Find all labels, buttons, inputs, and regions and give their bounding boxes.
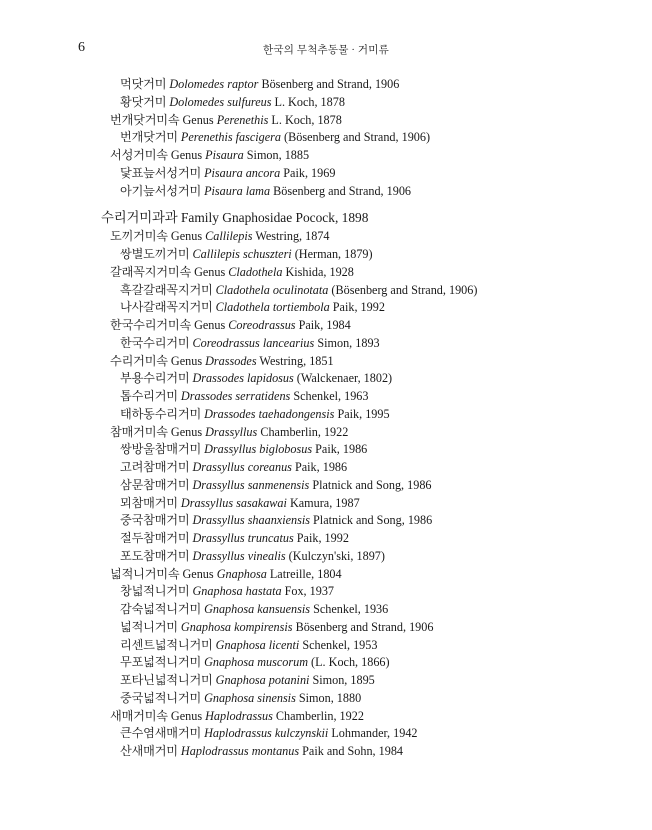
korean-name: 참매거미속	[110, 424, 168, 439]
korean-name: 톱수리거미	[120, 389, 178, 403]
genus-label: Genus	[170, 424, 203, 439]
scientific-name: Drassyllus vinealis	[192, 548, 286, 563]
authority: Paik, 1986	[294, 460, 348, 474]
authority: Bösenberg and Strand, 1906	[273, 183, 412, 198]
authority: (Herman, 1879)	[294, 247, 373, 261]
scientific-name: Gnaphosa kansuensis	[204, 602, 311, 616]
species-entry	[0, 388, 652, 406]
scientific-name: Gnaphosa kompirensis	[180, 619, 293, 634]
species-entry	[0, 743, 652, 761]
scientific-name: Drassodes serratidens	[180, 389, 291, 403]
korean-name: 수리거미속	[110, 353, 168, 368]
authority: Latreille, 1804	[269, 566, 342, 581]
scientific-name: Drassodes taehadongensis	[204, 406, 335, 421]
korean-name: 태하동수리거미	[120, 406, 202, 421]
scientific-name: Pisaura	[205, 148, 244, 162]
scientific-name: Haplodrassus montanus	[180, 744, 300, 758]
korean-name: 먹닷거미	[120, 77, 167, 91]
genus-entry	[0, 112, 652, 130]
korean-name: 넓적니거미속	[110, 566, 180, 581]
species-entry	[0, 459, 652, 477]
scientific-name: Gnaphosa muscorum	[204, 655, 308, 670]
page-number: 6	[78, 40, 85, 55]
scientific-name: Drassyllus sanmenensis	[192, 477, 310, 492]
species-entry	[0, 619, 652, 637]
korean-name: 한국수리거미	[120, 335, 190, 350]
korean-name: 감숙넓적니거미	[120, 602, 202, 616]
running-header: 한국의 무척추동물 · 거미류	[263, 45, 389, 56]
genus-entry	[0, 566, 652, 584]
korean-name: 황닷거미	[120, 94, 167, 109]
genus-label: Genus	[170, 708, 203, 723]
genus-entry	[0, 228, 652, 246]
authority: Westring, 1874	[255, 229, 330, 244]
species-entry	[0, 76, 652, 94]
scientific-name: Gnaphosa	[216, 566, 267, 581]
genus-label: Genus	[194, 264, 226, 279]
authority: Schenkel, 1936	[313, 602, 389, 616]
species-entry	[0, 299, 652, 317]
scientific-name: Haplodrassus kulczynskii	[204, 726, 329, 741]
authority: Lohmander, 1942	[331, 726, 418, 741]
species-entry	[0, 282, 652, 300]
scientific-name: Drassodes lapidosus	[192, 371, 294, 386]
species-entry	[0, 583, 652, 601]
korean-name: 리센트넓적니거미	[120, 637, 213, 652]
korean-name: 뫼참매거미	[120, 495, 178, 510]
genus-entry	[0, 317, 652, 335]
species-entry	[0, 637, 652, 655]
family-label: Family Gnaphosidae Pocock, 1898	[180, 210, 369, 226]
taxon-list	[0, 76, 652, 761]
korean-name: 절두참매거미	[120, 531, 190, 545]
scientific-name: Drassyllus coreanus	[192, 460, 292, 474]
authority: Chamberlin, 1922	[260, 424, 349, 439]
scientific-name: Drassyllus shaanxiensis	[192, 513, 310, 528]
scientific-name: Cladothela	[228, 264, 283, 279]
genus-entry	[0, 708, 652, 726]
korean-name: 아기늪서성거미	[120, 183, 202, 198]
korean-name: 넓적니거미	[120, 619, 178, 634]
authority: Schenkel, 1953	[302, 637, 378, 652]
authority: (Bösenberg and Strand, 1906)	[331, 282, 478, 297]
authority: Fox, 1937	[284, 584, 335, 599]
authority: Bösenberg and Strand, 1906	[295, 619, 434, 634]
species-entry	[0, 512, 652, 530]
korean-name: 포도참매거미	[120, 548, 190, 563]
genus-label: Genus	[170, 353, 203, 368]
species-entry	[0, 725, 652, 743]
authority: Paik, 1984	[298, 318, 351, 332]
authority: Paik, 1986	[315, 442, 368, 457]
authority: Westring, 1851	[259, 353, 334, 368]
korean-name: 흑갈갈래꼭지거미	[120, 282, 213, 297]
species-entry	[0, 601, 652, 619]
authority: Simon, 1885	[246, 148, 310, 162]
authority: (Kulczyn'ski, 1897)	[288, 548, 385, 563]
genus-label: Genus	[170, 148, 203, 162]
scientific-name: Gnaphosa sinensis	[204, 690, 296, 705]
korean-name: 산새매거미	[120, 744, 178, 758]
korean-name: 삼문참매거미	[120, 477, 190, 492]
authority: Simon, 1880	[298, 690, 362, 705]
korean-name: 큰수염새매거미	[120, 726, 202, 741]
family-heading: 수리거미과과 Family Gnaphosidae Pocock, 1898	[101, 210, 369, 226]
korean-name: 나사갈래꼭지거미	[120, 300, 213, 315]
species-entry	[0, 335, 652, 353]
authority: Bösenberg and Strand, 1906	[261, 77, 400, 91]
authority: Paik, 1992	[296, 531, 349, 545]
korean-name: 갈래꼭지거미속	[110, 264, 192, 279]
scientific-name: Cladothela oculinotata	[215, 282, 329, 297]
authority: Paik, 1992	[332, 300, 385, 315]
scientific-name: Gnaphosa hastata	[192, 584, 282, 599]
species-entry	[0, 441, 652, 459]
species-entry	[0, 94, 652, 112]
scientific-name: Drassyllus truncatus	[192, 531, 294, 545]
species-entry	[0, 129, 652, 147]
korean-name: 번개닷거미속	[110, 112, 180, 127]
genus-entry	[0, 353, 652, 371]
genus-entry	[0, 147, 652, 165]
scientific-name: Perenethis	[216, 112, 269, 127]
authority: Kamura, 1987	[289, 495, 360, 510]
authority: Simon, 1895	[312, 673, 375, 687]
korean-name: 포타닌넓적니거미	[120, 673, 213, 687]
korean-name: 중국넓적니거미	[120, 690, 202, 705]
scientific-name: Dolomedes raptor	[169, 77, 259, 91]
genus-label: Genus	[182, 566, 214, 581]
korean-name: 도끼거미속	[110, 229, 168, 244]
species-entry	[0, 165, 652, 183]
authority: Paik and Sohn, 1984	[302, 744, 404, 758]
scientific-name: Coreodrassus lancearius	[192, 335, 315, 350]
genus-label: Genus	[170, 229, 203, 244]
korean-name: 수리거미과	[101, 210, 165, 226]
authority: Platnick and Song, 1986	[313, 513, 433, 528]
authority: Paik, 1969	[283, 165, 336, 180]
species-entry	[0, 183, 652, 201]
species-entry	[0, 672, 652, 690]
genus-label: Genus	[194, 318, 226, 332]
scientific-name: Drassyllus sasakawai	[180, 495, 287, 510]
scientific-name: Pisaura ancora	[204, 165, 281, 180]
scientific-name: Drassodes	[205, 353, 257, 368]
authority: Simon, 1893	[317, 335, 380, 350]
korean-name: 무포넓적니거미	[120, 655, 202, 670]
species-entry	[0, 477, 652, 495]
scientific-name: Drassyllus biglobosus	[204, 442, 313, 457]
korean-name: 부용수리거미	[120, 371, 190, 386]
korean-name: 번개닷거미	[120, 130, 178, 145]
authority: (Walckenaer, 1802)	[296, 371, 393, 386]
korean-name: 닻표늪서성거미	[120, 165, 202, 180]
authority: (L. Koch, 1866)	[311, 655, 390, 670]
scientific-name: Perenethis fascigera	[180, 130, 281, 145]
genus-entry	[0, 264, 652, 282]
species-entry	[0, 654, 652, 672]
authority: L. Koch, 1878	[274, 94, 345, 109]
authority: Kishida, 1928	[285, 264, 354, 279]
scientific-name: Callilepis schuszteri	[192, 247, 292, 261]
authority: Platnick and Song, 1986	[312, 477, 432, 492]
korean-name: 서성거미속	[110, 148, 168, 162]
species-entry	[0, 246, 652, 264]
scientific-name: Dolomedes sulfureus	[169, 94, 272, 109]
species-entry	[0, 548, 652, 566]
scientific-name: Gnaphosa licenti	[215, 637, 300, 652]
species-entry	[0, 530, 652, 548]
korean-name: 쌍별도끼거미	[120, 247, 190, 261]
species-entry	[0, 495, 652, 513]
species-entry	[0, 690, 652, 708]
scientific-name: Haplodrassus	[205, 708, 273, 723]
korean-name: 새매거미속	[110, 708, 168, 723]
scientific-name: Gnaphosa potanini	[215, 673, 310, 687]
species-entry	[0, 370, 652, 388]
authority: Paik, 1995	[337, 406, 390, 421]
scientific-name: Pisaura lama	[204, 183, 271, 198]
authority: Chamberlin, 1922	[275, 708, 364, 723]
korean-name: 쌍방울참매거미	[120, 442, 202, 457]
scientific-name: Callilepis	[205, 229, 253, 244]
korean-name: 고려참매거미	[120, 460, 190, 474]
genus-entry	[0, 424, 652, 442]
species-entry	[0, 406, 652, 424]
scientific-name: Drassyllus	[205, 424, 258, 439]
genus-label: Genus	[182, 112, 214, 127]
authority: (Bösenberg and Strand, 1906)	[284, 130, 431, 145]
scientific-name: Cladothela tortiembola	[215, 300, 330, 315]
korean-name: 중국참매거미	[120, 513, 190, 528]
korean-name: 창넓적니거미	[120, 584, 190, 599]
authority: L. Koch, 1878	[271, 112, 342, 127]
scientific-name: Coreodrassus	[228, 318, 296, 332]
korean-name: 한국수리거미속	[110, 318, 192, 332]
authority: Schenkel, 1963	[293, 389, 369, 403]
